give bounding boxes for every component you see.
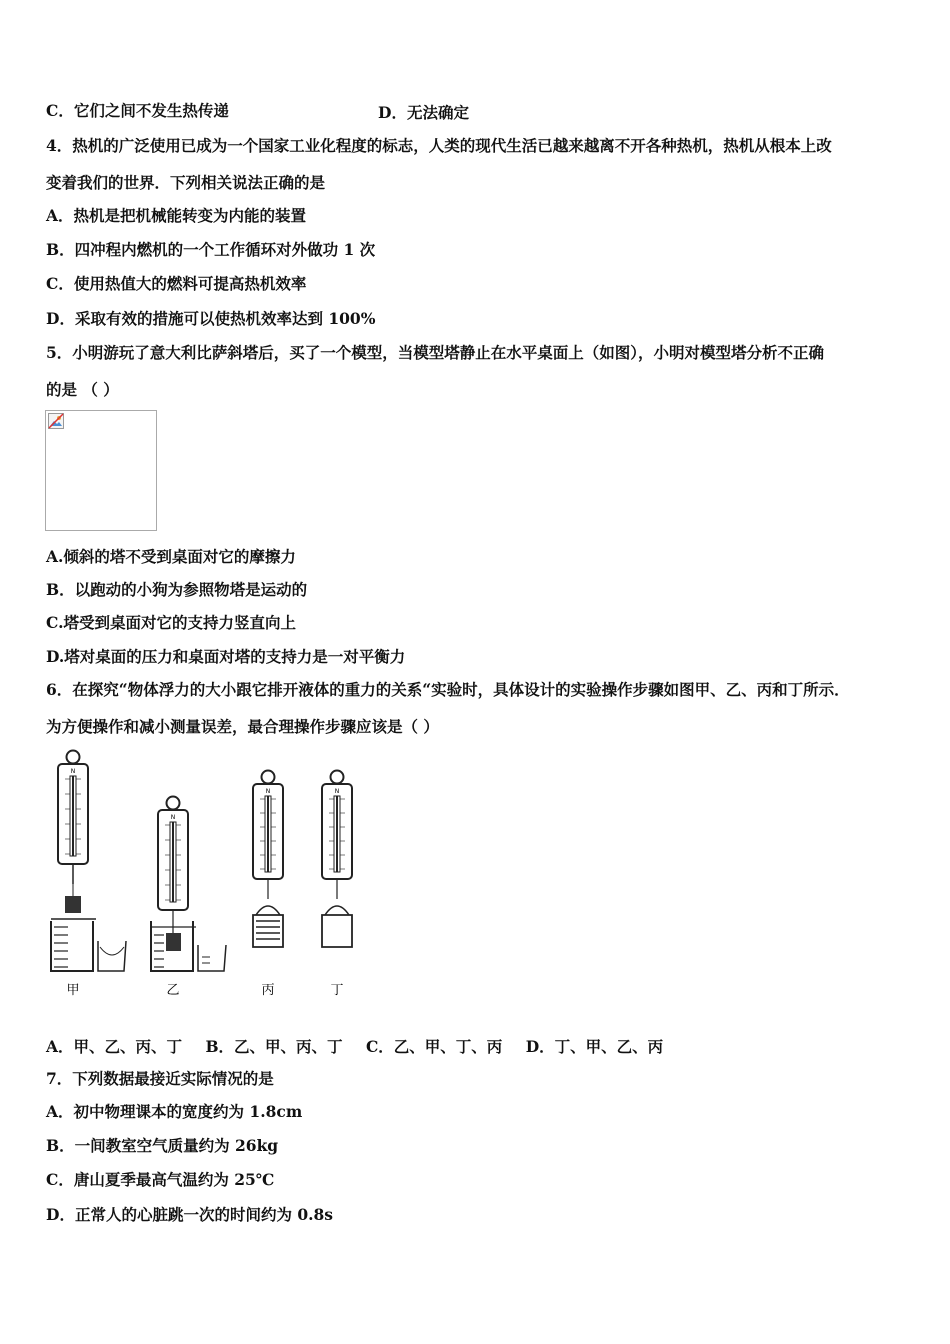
q6-options-row — [46, 1035, 681, 1057]
scale-unit: N — [70, 768, 76, 775]
q4-option-c: C．使用热值大的燃料可提高热机效率 — [46, 274, 307, 293]
q7-option-d: D．正常人的心脏跳一次的时间约为 0.8s — [46, 1205, 334, 1224]
broken-image-icon — [48, 413, 64, 429]
q3-option-c: C．它们之间不发生热传递 — [46, 101, 229, 120]
broken-image-placeholder — [45, 410, 157, 531]
spring-scale-ding — [322, 771, 352, 999]
figure-label-yi: 乙 — [166, 983, 180, 998]
figure-label-bing: 丙 — [261, 983, 275, 998]
q4-option-b: B．四冲程内燃机的一个工作循环对外做功 1 次 — [46, 240, 376, 259]
q4-stem-line1: 4．热机的广泛使用已成为一个国家工业化程度的标志，人类的现代生活已越来越离不开各种热机，热机从根本上改 — [46, 136, 832, 155]
spring-scale-figure — [46, 749, 358, 1001]
scale-unit: N — [265, 788, 271, 795]
q5-option-b: B．以跑动的小狗为参照物塔是运动的 — [46, 580, 308, 599]
q5-option-c: C.塔受到桌面对它的支持力竖直向上 — [46, 613, 296, 632]
spring-scale-yi — [151, 797, 226, 999]
scale-unit: N — [334, 788, 340, 795]
q6-stem-line1: 6．在探究“物体浮力的大小跟它排开液体的重力的关系“实验时，具体设计的实验操作步骤如图甲、乙、丙和丁所示． — [46, 680, 850, 699]
q6-option-a: A．甲、乙、丙、丁 — [46, 1037, 183, 1056]
q4-option-a: A．热机是把机械能转变为内能的装置 — [46, 206, 307, 225]
q5-option-d: D.塔对桌面的压力和桌面对塔的支持力是一对平衡力 — [46, 647, 406, 666]
q7-stem: 7．下列数据最接近实际情况的是 — [46, 1069, 274, 1088]
q5-option-a: A.倾斜的塔不受到桌面对它的摩擦力 — [46, 547, 296, 566]
q6-option-c: C．乙、甲、丁、丙 — [365, 1037, 503, 1056]
q5-stem-line2: 的是 （ ） — [46, 380, 119, 399]
q7-option-a: A．初中物理课本的宽度约为 1.8cm — [46, 1102, 303, 1121]
figure-label-jia: 甲 — [66, 983, 80, 998]
q4-stem-line2: 变着我们的世界．下列相关说法正确的是 — [46, 173, 326, 192]
spring-scale-jia — [51, 751, 126, 999]
q7-option-c: C．唐山夏季最高气温约为 25℃ — [46, 1170, 275, 1189]
q6-option-b: B．乙、甲、丙、丁 — [205, 1037, 343, 1056]
q5-stem-line1: 5．小明游玩了意大利比萨斜塔后，买了一个模型，当模型塔静止在水平桌面上（如图），小明对模型塔分析不正确 — [46, 343, 825, 362]
q6-option-d: D．丁、甲、乙、丙 — [525, 1037, 664, 1056]
figure-label-ding: 丁 — [330, 983, 344, 998]
q6-stem-line2: 为方便操作和减小测量误差，最合理操作步骤应该是（ ） — [46, 717, 439, 736]
q7-option-b: B．一间教室空气质量约为 26kg — [46, 1136, 279, 1155]
scale-unit: N — [170, 814, 176, 821]
spring-scale-bing — [253, 771, 283, 999]
q4-option-d: D．采取有效的措施可以使热机效率达到 100% — [46, 309, 376, 328]
q3-option-d: D．无法确定 — [378, 103, 469, 122]
